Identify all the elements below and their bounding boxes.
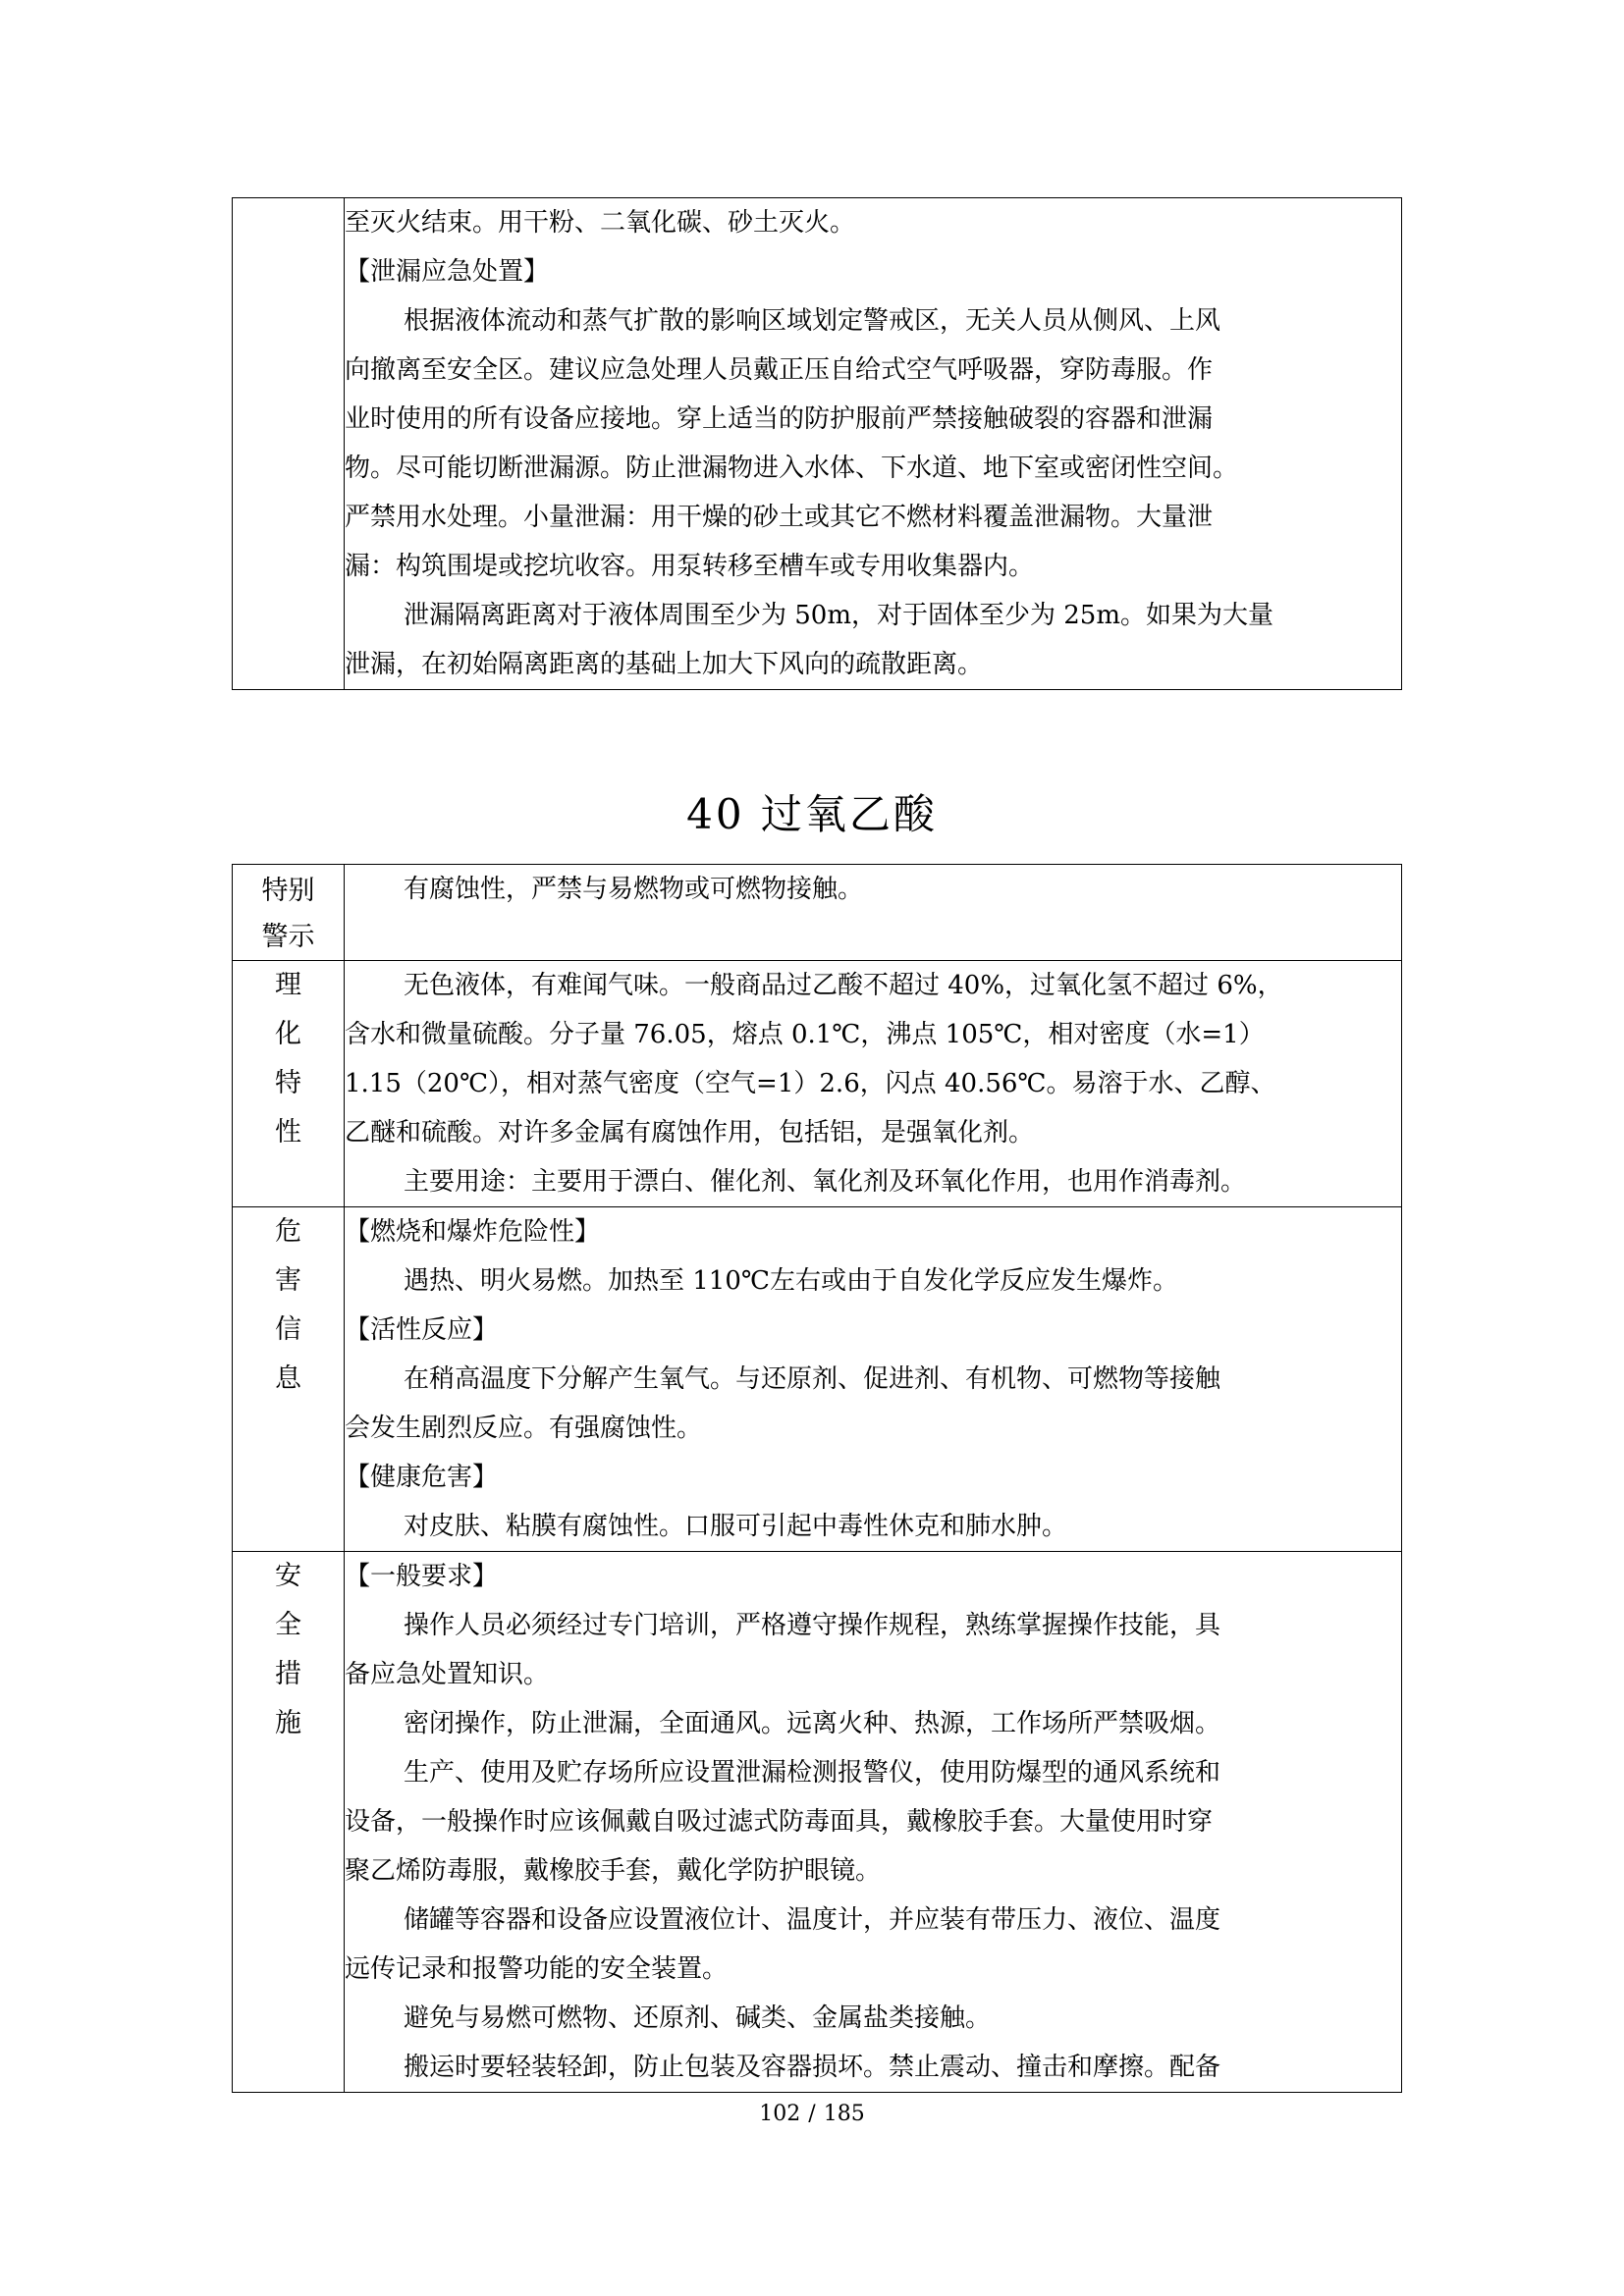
row-hazards: [233, 1207, 1402, 1552]
text-line: 根据液体流动和蒸气扩散的影响区域划定警戒区，无关人员从侧风、上风: [404, 306, 1221, 336]
text-line: 备应急处置知识。: [345, 1660, 550, 1689]
row-properties: [233, 961, 1402, 1207]
text-line: 1.15（20℃），相对蒸气密度（空气=1）2.6，闪点 40.56℃。易溶于水、乙醇、: [345, 1069, 1276, 1098]
row-label-text: 理: [275, 970, 301, 1000]
prev-section-table: [232, 197, 1402, 690]
row-label: [233, 961, 345, 1207]
text-line: 无色液体，有难闻气味。一般商品过乙酸不超过 40%，过氧化氢不超过 6%，: [404, 971, 1283, 1000]
text-line: 【健康危害】: [345, 1463, 499, 1492]
text-line: 漏：构筑围堤或挖坑收容。用泵转移至槽车或专用收集器内。: [345, 552, 1035, 581]
text-line: 对皮肤、粘膜有腐蚀性。口服可引起中毒性休克和肺水肿。: [404, 1512, 1068, 1541]
row-safety: [233, 1552, 1402, 2093]
text-line: 密闭操作，防止泄漏，全面通风。远离火种、热源，工作场所严禁吸烟。: [404, 1709, 1221, 1738]
row-label-text: 化: [275, 1019, 301, 1049]
row-label-text: 特: [275, 1068, 301, 1098]
current-page: 102: [759, 2102, 801, 2126]
text-line: 在稍高温度下分解产生氧气。与还原剂、促进剂、有机物、可燃物等接触: [404, 1364, 1221, 1394]
row-label-text: 安: [275, 1561, 301, 1591]
text-line: 聚乙烯防毒服，戴橡胶手套，戴化学防护眼镜。: [345, 1856, 882, 1886]
row-label: [233, 1552, 345, 2093]
chemical-info-table: [232, 864, 1402, 2093]
text-line: 向撤离至安全区。建议应急处理人员戴正压自给式空气呼吸器，穿防毒服。作: [345, 355, 1214, 385]
text-line: 含水和微量硫酸。分子量 76.05，熔点 0.1℃，沸点 105℃，相对密度（水=1）: [345, 1020, 1265, 1049]
row-content: [345, 961, 1402, 1207]
row-label-text: 施: [275, 1708, 301, 1738]
text-line: 【燃烧和爆炸危险性】: [345, 1217, 601, 1247]
text-line: 避免与易燃可燃物、还原剂、碱类、金属盐类接触。: [404, 2003, 992, 2033]
text-line: 乙醚和硫酸。对许多金属有腐蚀作用，包括铝，是强氧化剂。: [345, 1118, 1035, 1148]
prev-section-content: [345, 198, 1402, 690]
page-title: 40 过氧乙酸: [686, 790, 938, 838]
text-line: 【一般要求】: [345, 1562, 499, 1591]
page-separator: /: [808, 2102, 816, 2126]
row-content: [345, 1552, 1402, 2093]
text-line: 业时使用的所有设备应接地。穿上适当的防护服前严禁接触破裂的容器和泄漏: [345, 404, 1214, 434]
text-line: 会发生剧烈反应。有强腐蚀性。: [345, 1414, 703, 1443]
text-line: 泄漏，在初始隔离距离的基础上加大下风向的疏散距离。: [345, 650, 984, 679]
text-line: 遇热、明火易燃。加热至 110℃左右或由于自发化学反应发生爆炸。: [404, 1266, 1178, 1296]
text-line: 主要用途：主要用于漂白、催化剂、氧化剂及环氧化作用，也用作消毒剂。: [404, 1167, 1247, 1197]
text-line: 至灭火结束。用干粉、二氧化碳、砂土灭火。: [345, 208, 856, 238]
row-content: [345, 1207, 1402, 1552]
page-footer: [0, 2100, 1624, 2129]
row-content: [345, 865, 1402, 961]
row-label-text: 信: [275, 1314, 301, 1345]
row-label: [233, 865, 345, 961]
prev-section-label-cell: [233, 198, 345, 690]
text-line: 泄漏隔离距离对于液体周围至少为 50m，对于固体至少为 25m。如果为大量: [404, 601, 1274, 630]
text-line: 【活性反应】: [345, 1315, 499, 1345]
text-line: 储罐等容器和设备应设置液位计、温度计，并应装有带压力、液位、温度: [404, 1905, 1221, 1935]
text-line: 严禁用水处理。小量泄漏：用干燥的砂土或其它不燃材料覆盖泄漏物。大量泄: [345, 503, 1214, 532]
row-label-text: 措: [275, 1659, 301, 1689]
text-line: 搬运时要轻装轻卸，防止包装及容器损坏。禁止震动、撞击和摩擦。配备: [404, 2053, 1221, 2082]
text-line: 有腐蚀性，严禁与易燃物或可燃物接触。: [404, 875, 864, 904]
row-warning: [233, 865, 1402, 961]
text-line: 【泄漏应急处置】: [345, 257, 550, 287]
text-line: 物。尽可能切断泄漏源。防止泄漏物进入水体、下水道、地下室或密闭性空间。: [345, 454, 1239, 483]
text-line: 操作人员必须经过专门培训，严格遵守操作规程，熟练掌握操作技能，具: [404, 1611, 1221, 1640]
row-label-text: 害: [275, 1265, 301, 1296]
text-line: 远传记录和报警功能的安全装置。: [345, 1954, 729, 1984]
row-label-text: 危: [275, 1216, 301, 1247]
row-label-text: 性: [275, 1117, 301, 1148]
row-label-text: 警示: [261, 922, 315, 952]
row-label-text: 特别: [261, 876, 315, 906]
text-line: 生产、使用及贮存场所应设置泄漏检测报警仪，使用防爆型的通风系统和: [404, 1758, 1221, 1788]
row-label-text: 全: [275, 1610, 301, 1640]
total-pages: 185: [823, 2102, 865, 2126]
row-label-text: 息: [275, 1363, 301, 1394]
row-label: [233, 1207, 345, 1552]
text-line: 设备，一般操作时应该佩戴自吸过滤式防毒面具，戴橡胶手套。大量使用时穿: [345, 1807, 1214, 1837]
